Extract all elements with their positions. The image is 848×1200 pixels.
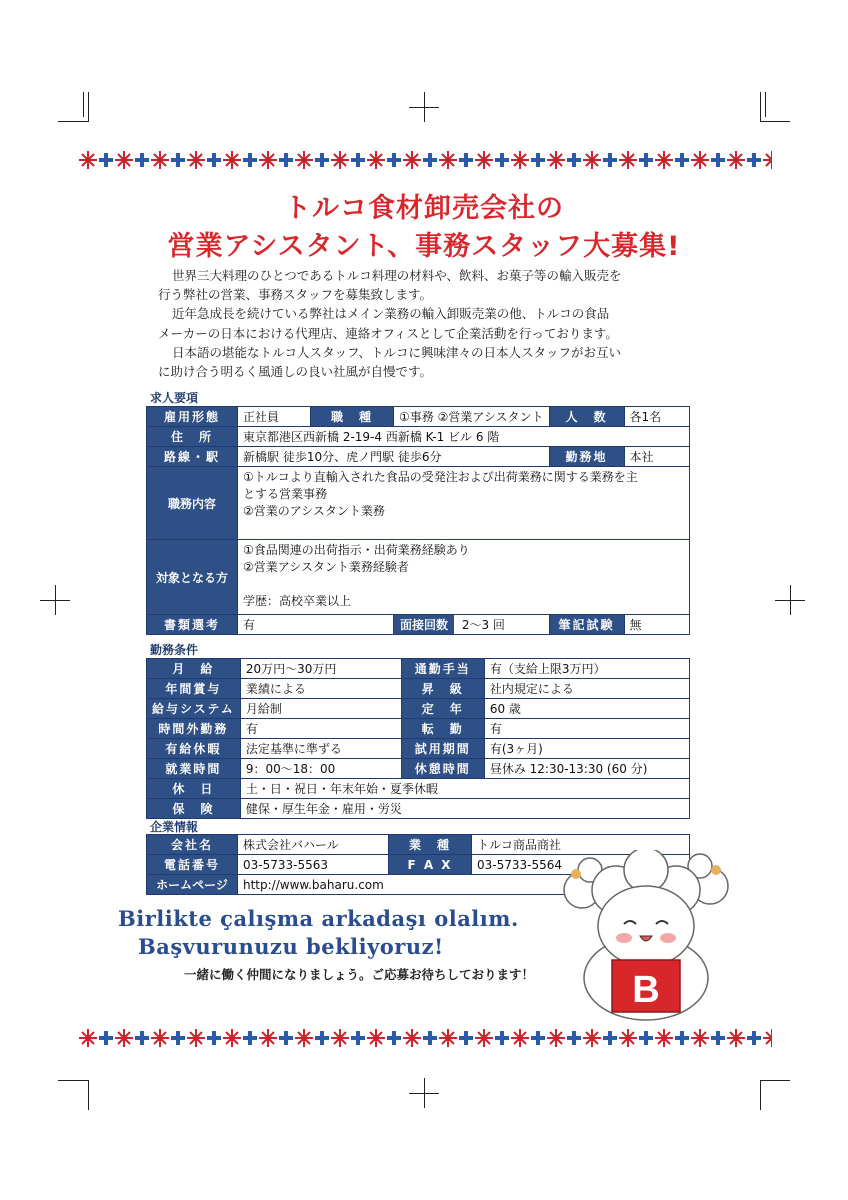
- condition-label: 昇 級: [401, 679, 484, 699]
- phone-value: 03-5733-5563: [238, 855, 389, 875]
- employment-type-value: 正社員: [238, 407, 311, 427]
- intro-line: に助け合う明るく風通しの良い社風が自慢です。: [158, 364, 433, 380]
- conditions-row: [147, 679, 690, 699]
- conditions-row: [147, 719, 690, 739]
- interviews-value: 2〜3 回: [461, 618, 505, 632]
- condition-value: 月給制: [240, 699, 401, 719]
- target-label: 対象となる方: [147, 540, 238, 615]
- headcount-value: 各1名: [624, 407, 690, 427]
- workplace-value: 本社: [624, 447, 690, 467]
- condition-label: 試用期間: [401, 739, 484, 759]
- doc-screen-label: 書類選考: [147, 615, 238, 635]
- intro-line: 行う弊社の営業、事務スタッフを募集致します。: [158, 287, 433, 303]
- condition-label: 年間賞与: [147, 679, 241, 699]
- slogan-turkish-1: Birlikte çalışma arkadaşı olalım.: [118, 906, 519, 931]
- route-value: 新橋駅 徒歩10分、虎ノ門駅 徒歩6分: [238, 447, 550, 467]
- target-line: ①食品関連の出荷指示・出荷業務経験あり: [243, 543, 470, 557]
- condition-label: 有給休暇: [147, 739, 241, 759]
- company-section-label: 企業情報: [150, 820, 199, 834]
- job-requirements-table: [146, 406, 690, 635]
- holidays-label: 休 日: [147, 779, 241, 799]
- conditions-table: [146, 658, 690, 819]
- condition-value: 有(3ヶ月): [484, 739, 689, 759]
- interviews-cell: [394, 615, 550, 635]
- employment-type-label: 雇用形態: [147, 407, 238, 427]
- holidays-value: 土・日・祝日・年末年始・夏季休暇: [240, 779, 689, 799]
- mascot-badge-letter: B: [632, 969, 660, 1011]
- top-decorative-border: [78, 146, 772, 174]
- condition-value: 昼休み 12:30-13:30 (60 分): [484, 759, 689, 779]
- intro-line: 近年急成長を続けている弊社はメイン業務の輸入卸販売業の他、トルコの食品: [172, 306, 610, 322]
- condition-label: 定 年: [401, 699, 484, 719]
- phone-label: 電話番号: [147, 855, 238, 875]
- conditions-row: [147, 739, 690, 759]
- address-value: 東京都港区西新橋 2-19-4 西新橋 K-1 ビル 6 階: [238, 427, 690, 447]
- written-test-value: 無: [624, 615, 690, 635]
- title-line-2: 営業アシスタント、事務スタッフ大募集!: [167, 231, 681, 262]
- condition-value: 9：00〜18：00: [240, 759, 401, 779]
- interviews-label: 面接回数: [394, 615, 454, 634]
- insurance-label: 保 険: [147, 799, 241, 819]
- condition-value: 有: [484, 719, 689, 739]
- homepage-label: ホームページ: [147, 875, 238, 895]
- conditions-section-label: 勤務条件: [150, 643, 199, 657]
- intro-line: メーカーの日本における代理店、連絡オフィスとして企業活動を行っております。: [158, 325, 618, 341]
- condition-value: 業績による: [240, 679, 401, 699]
- route-label: 路線・駅: [147, 447, 238, 467]
- condition-label: 休憩時間: [401, 759, 484, 779]
- target-line: ②営業アシスタント業務経験者: [243, 560, 409, 574]
- fax-value: 03-5733-5564: [472, 855, 690, 875]
- condition-value: 有: [240, 719, 401, 739]
- intro-line: 日本語の堪能なトルコ人スタッフ、トルコに興味津々の日本人スタッフがお互い: [172, 344, 622, 360]
- duties-value: [238, 467, 690, 540]
- occupation-label: 職 種: [311, 407, 394, 427]
- address-label: 住 所: [147, 427, 238, 447]
- target-line: 学歴：高校卒業以上: [243, 594, 352, 608]
- condition-value: 60 歳: [484, 699, 689, 719]
- condition-value: 社内規定による: [484, 679, 689, 699]
- conditions-row: [147, 699, 690, 719]
- company-name-value: 株式会社バハール: [238, 835, 389, 855]
- condition-label: 月 給: [147, 659, 241, 679]
- doc-screen-value: 有: [238, 615, 394, 635]
- intro-line: 世界三大料理のひとつであるトルコ料理の材料や、飲料、お菓子等の輸入販売を: [172, 268, 622, 283]
- written-test-label: 筆記試験: [549, 615, 624, 635]
- target-value: [238, 540, 690, 615]
- industry-label: 業 種: [389, 835, 472, 855]
- job-section-label: 求人要項: [150, 391, 199, 405]
- bottom-decorative-border: [78, 1024, 772, 1052]
- condition-label: 就業時間: [147, 759, 241, 779]
- workplace-label: 勤務地: [549, 447, 624, 467]
- insurance-value: 健保・厚生年金・雇用・労災: [240, 799, 689, 819]
- company-name-label: 会社名: [147, 835, 238, 855]
- slogan-japanese: 一緒に働く仲間になりましょう。ご応募お待ちしております！: [184, 967, 535, 982]
- occupation-value: ①事務 ②営業アシスタント: [394, 407, 550, 427]
- industry-value: トルコ商品商社: [472, 835, 690, 855]
- condition-value: 20万円〜30万円: [240, 659, 401, 679]
- duties-label: 職務内容: [147, 467, 238, 540]
- headcount-label: 人 数: [549, 407, 624, 427]
- duties-line: とする営業事務: [243, 487, 328, 501]
- condition-label: 給与システム: [147, 699, 241, 719]
- conditions-row: [147, 659, 690, 679]
- title-line-1: トルコ食材卸売会社の: [284, 193, 564, 224]
- condition-label: 転 勤: [401, 719, 484, 739]
- condition-label: 時間外勤務: [147, 719, 241, 739]
- duties-line: ①トルコより直輸入された食品の受発注および出荷業務に関する業務を主: [243, 470, 638, 484]
- slogan-turkish-2: Başvurunuzu bekliyoruz!: [138, 934, 444, 959]
- conditions-row: [147, 759, 690, 779]
- condition-label: 通勤手当: [401, 659, 484, 679]
- fax-label: F A X: [389, 855, 472, 875]
- condition-value: 有（支給上限3万円）: [484, 659, 689, 679]
- sheep-mascot: [560, 850, 730, 1026]
- condition-value: 法定基準に準ずる: [240, 739, 401, 759]
- duties-line: ②営業のアシスタント業務: [243, 504, 385, 518]
- intro-text: [158, 266, 698, 381]
- homepage-link[interactable]: http://www.baharu.com: [238, 875, 690, 895]
